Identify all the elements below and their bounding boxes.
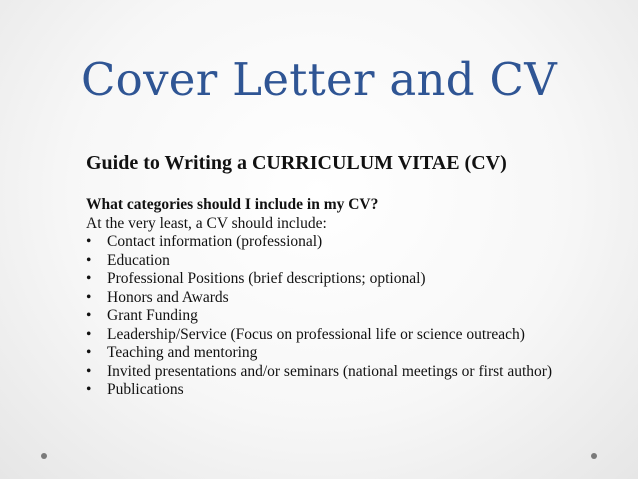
bullet-item — [86, 252, 576, 271]
bullet-item — [86, 363, 576, 382]
bullet-item — [86, 326, 576, 345]
bullet-item — [86, 381, 576, 400]
bullet-icon: • — [86, 381, 92, 398]
corner-dot-right — [591, 453, 597, 459]
bullet-text: Honors and Awards — [107, 288, 229, 306]
bullet-icon: • — [86, 344, 92, 361]
bullet-item — [86, 307, 576, 326]
bullet-text: Professional Positions (brief descriptions; optional) — [107, 270, 426, 287]
bullet-text: Grant Funding — [107, 307, 198, 324]
bullet-icon: • — [86, 362, 92, 380]
slide-title: Cover Letter and CV — [80, 53, 558, 106]
bullet-icon: • — [86, 307, 92, 324]
bullet-item — [86, 344, 576, 363]
slide-subtitle: Guide to Writing a CURRICULUM VITAE (CV) — [86, 152, 507, 174]
bullet-text: Publications — [107, 381, 184, 398]
bullet-list — [86, 233, 576, 400]
section-question: What categories should I include in my CV? — [86, 196, 379, 213]
bullet-item — [86, 289, 576, 308]
bullet-text: Invited presentations and/or seminars (national meetings or first author) — [107, 362, 553, 380]
corner-dot-left — [41, 453, 47, 459]
bullet-icon: • — [86, 233, 92, 250]
bullet-item — [86, 270, 576, 289]
bullet-icon: • — [86, 251, 92, 269]
bullet-text: Contact information (professional) — [107, 233, 323, 250]
bullet-text: Teaching and mentoring — [107, 344, 258, 361]
slide-content — [86, 150, 576, 400]
section-intro: At the very least, a CV should include: — [86, 214, 327, 232]
bullet-text: Leadership/Service (Focus on professional life or science outreach) — [107, 325, 525, 343]
bullet-icon: • — [86, 288, 92, 306]
bullet-icon: • — [86, 270, 92, 287]
bullet-item — [86, 233, 576, 252]
bullet-text: Education — [107, 251, 170, 269]
bullet-icon: • — [86, 325, 92, 343]
